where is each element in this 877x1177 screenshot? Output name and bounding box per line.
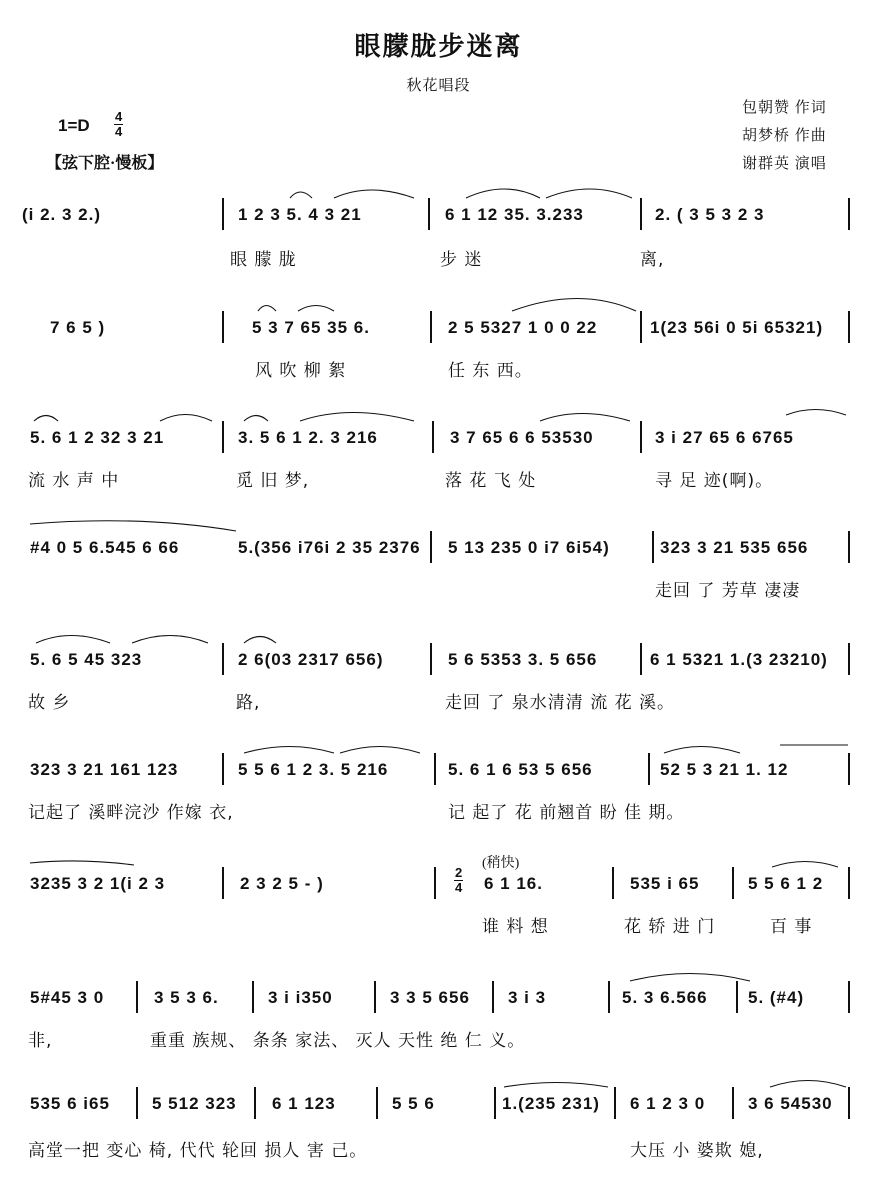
- credit-composer: 胡梦桥 作曲: [742, 128, 827, 144]
- slur: [36, 636, 110, 644]
- lyrics-5-3: 走回 了 泉水清清 流 花 溪。: [445, 693, 676, 713]
- measure-3-4: 3 i 27 65 6 6765: [655, 428, 794, 447]
- song-subtitle: 秋花唱段: [406, 78, 471, 94]
- measure-6-4: 52 5 3 21 1. 12: [660, 760, 789, 779]
- slur: [298, 306, 334, 312]
- lyrics-8-1: 非,: [28, 1031, 53, 1051]
- measure-1-1: (i 2. 3 2.): [22, 205, 102, 224]
- slur: [772, 862, 838, 868]
- slur: [786, 410, 846, 416]
- lyrics-2-1: 风 吹 柳 絮: [255, 361, 347, 381]
- lyrics-7-1: 谁 料 想: [482, 917, 549, 937]
- key-signature: 1=D: [58, 116, 90, 135]
- slur: [244, 747, 334, 754]
- slur: [664, 747, 740, 754]
- slur: [30, 521, 236, 531]
- slur: [160, 415, 212, 422]
- measure-5-2: 2 6(03 2317 656): [238, 650, 384, 669]
- measure-3-2: 3. 5 6 1 2. 3 216: [238, 428, 378, 447]
- measure-8-6: 5. 3 6.566: [622, 988, 708, 1007]
- measure-9-4: 5 5 6: [392, 1094, 435, 1113]
- measure-9-2: 5 512 323: [152, 1094, 237, 1113]
- measure-9-5: 1.(235 231): [502, 1094, 600, 1113]
- credit-lyricist: 包朝赞 作词: [742, 100, 827, 116]
- measure-7-1: 3235 3 2 1(i 2 3: [30, 874, 166, 893]
- slur: [340, 747, 420, 754]
- lyrics-1-1: 眼 朦 胧: [230, 250, 297, 270]
- meter-bottom: 4: [115, 124, 123, 139]
- measure-8-5: 3 i 3: [508, 988, 547, 1007]
- slur: [540, 414, 630, 422]
- lyrics-5-1: 故 乡: [28, 693, 71, 713]
- measure-9-1: 535 6 i65: [30, 1094, 110, 1113]
- meter-top: 4: [115, 109, 123, 124]
- measure-7-3: 6 1 16.: [484, 874, 543, 893]
- measure-5-4: 6 1 5321 1.(3 23210): [650, 650, 828, 669]
- measure-6-1: 323 3 21 161 123: [30, 760, 179, 779]
- lyrics-2-2: 任 东 西。: [448, 361, 533, 381]
- measure-9-7: 3 6 54530: [748, 1094, 833, 1113]
- measure-1-3: 6 1 12 35. 3.233: [445, 205, 584, 224]
- measure-9-6: 6 1 2 3 0: [630, 1094, 706, 1113]
- measure-6-2: 5 5 6 1 2 3. 5 216: [238, 760, 389, 779]
- slur: [300, 413, 414, 422]
- measure-8-3: 3 i i350: [268, 988, 333, 1007]
- measure-2-3: 2 5 5327 1 0 0 22: [448, 318, 598, 337]
- measure-4-4: 323 3 21 535 656: [660, 538, 809, 557]
- measure-5-1: 5. 6 5 45 323: [30, 650, 143, 669]
- lyrics-7-3: 百 事: [770, 917, 813, 937]
- measure-2-1: 7 6 5 ): [50, 318, 106, 337]
- measure-8-1: 5#45 3 0: [30, 988, 105, 1007]
- slur: [290, 192, 312, 198]
- measure-3-1: 5. 6 1 2 32 3 21: [30, 428, 165, 447]
- song-title: 眼朦胧步迷离: [354, 32, 523, 61]
- measure-8-4: 3 3 5 656: [390, 988, 470, 1007]
- measure-6-3: 5. 6 1 6 53 5 656: [448, 760, 593, 779]
- measure-2-4: 1(23 56i 0 5i 65321): [650, 318, 824, 337]
- meter-top: 2: [455, 865, 463, 880]
- lyrics-8-2: 重重 族规、 条条 家法、 灭人 天性 绝 仁 义。: [150, 1031, 526, 1051]
- measure-7-4: 535 i 65: [630, 874, 700, 893]
- slur: [258, 306, 276, 312]
- tempo-marking: 【弦下腔·慢板】: [46, 155, 164, 172]
- lyrics-1-2: 步 迷: [440, 250, 483, 270]
- lyrics-3-2: 觅 旧 梦,: [236, 471, 310, 491]
- lyrics-3-4: 寻 足 迹(啊)。: [655, 471, 774, 491]
- lyrics-6-2: 记 起了 花 前翘首 盼 佳 期。: [448, 803, 685, 823]
- slur: [546, 189, 632, 198]
- lyrics-9-2: 大压 小 婆欺 媳,: [630, 1141, 764, 1161]
- slur: [630, 974, 750, 982]
- measure-2-2: 5 3 7 65 35 6.: [252, 318, 370, 337]
- measure-9-3: 6 1 123: [272, 1094, 336, 1113]
- measure-8-2: 3 5 3 6.: [154, 988, 219, 1007]
- lyrics-4-1: 走回 了 芳草 凄凄: [655, 581, 801, 601]
- slur: [770, 1081, 846, 1088]
- slur: [244, 416, 268, 422]
- measure-4-1: #4 0 5 6.545 6 66: [30, 538, 180, 557]
- measure-3-3: 3 7 65 6 6 53530: [450, 428, 594, 447]
- lyrics-6-1: 记起了 溪畔浣沙 作嫁 衣,: [28, 803, 234, 823]
- measure-4-2: 5.(356 i76i 2 35 2376: [238, 538, 421, 557]
- slur: [512, 299, 636, 312]
- meter-bottom: 4: [455, 880, 463, 895]
- credit-singer: 谢群英 演唱: [742, 156, 827, 172]
- slur: [132, 636, 208, 644]
- lyrics-1-3: 离,: [640, 250, 665, 270]
- slur: [334, 190, 414, 198]
- tempo-annotation: (稍快): [482, 856, 520, 871]
- measure-7-2: 2 3 2 5 - ): [240, 874, 324, 893]
- lyrics-7-2: 花 轿 进 门: [624, 917, 716, 937]
- measure-1-2: 1 2 3 5. 4 3 21: [238, 205, 362, 224]
- lyrics-3-1: 流 水 声 中: [28, 471, 120, 491]
- slur: [504, 1083, 608, 1088]
- slur: [466, 189, 540, 198]
- measure-5-3: 5 6 5353 3. 5 656: [448, 650, 598, 669]
- lyrics-3-3: 落 花 飞 处: [445, 471, 537, 491]
- lyrics-5-2: 路,: [236, 693, 261, 713]
- slur: [244, 637, 276, 644]
- measure-4-3: 5 13 235 0 i7 6i54): [448, 538, 610, 557]
- lyrics-9-1: 高堂一把 变心 椅, 代代 轮回 损人 害 己。: [28, 1141, 368, 1161]
- measure-1-4: 2. ( 3 5 3 2 3: [655, 205, 765, 224]
- slur: [30, 861, 134, 865]
- slur: [34, 416, 58, 422]
- measure-8-7: 5. (#4): [748, 988, 805, 1007]
- measure-7-5: 5 5 6 1 2: [748, 874, 824, 893]
